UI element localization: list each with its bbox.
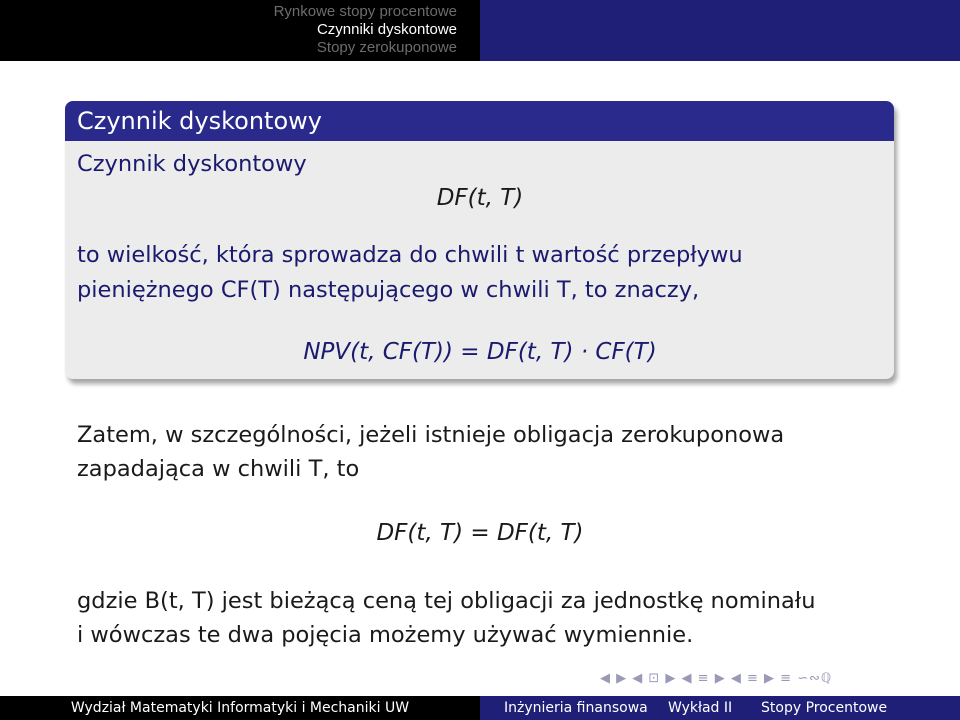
nav-item-stopy[interactable]: Stopy zerokuponowe bbox=[316, 39, 457, 56]
nav-item-czynniki[interactable]: Czynniki dyskontowe bbox=[316, 21, 457, 38]
header-right-panel bbox=[480, 0, 960, 61]
beamer-nav-icons[interactable]: ◀ ▶ ◀ ⊡ ▶ ◀ ≡ ▶ ◀ ≡ ▶ ≡ ∽∾ℚ bbox=[600, 671, 833, 686]
footer-institution: Wydział Matematyki Informatyki i Mechaniki UW bbox=[0, 696, 480, 720]
block-subtitle: Czynnik dyskontowy bbox=[77, 151, 307, 177]
body-line-2: zapadająca w chwili T, to bbox=[77, 456, 360, 482]
footer-lecture: Wykład II bbox=[668, 700, 733, 716]
section-nav bbox=[0, 3, 480, 57]
footer-right-panel bbox=[480, 696, 960, 720]
header-bar bbox=[0, 0, 960, 61]
formula-npv: NPV(t, CF(T)) = DF(t, T) · CF(T) bbox=[303, 339, 657, 365]
footer-bar bbox=[0, 696, 960, 720]
body-line-3: gdzie B(t, T) jest bieżącą ceną tej obligacji za jednostkę nominału bbox=[77, 588, 816, 614]
block-title: Czynnik dyskontowy bbox=[65, 101, 894, 141]
block-line-1: to wielkość, która sprowadza do chwili t wartość przepływu bbox=[77, 242, 743, 268]
body-line-4: i wówczas te dwa pojęcia możemy używać wymiennie. bbox=[77, 622, 694, 648]
formula-equality: DF(t, T) = DF(t, T) bbox=[376, 520, 584, 546]
body-line-1: Zatem, w szczególności, jeżeli istnieje obligacja zerokuponowa bbox=[77, 422, 785, 448]
nav-item-rynkowe[interactable]: Rynkowe stopy procentowe bbox=[273, 3, 457, 20]
footer-topic: Stopy Procentowe bbox=[761, 700, 888, 716]
footer-course: Inżynieria finansowa bbox=[504, 700, 648, 716]
formula-df: DF(t, T) bbox=[436, 185, 524, 211]
block-line-2: pieniężnego CF(T) następującego w chwili T, to znaczy, bbox=[77, 277, 700, 303]
